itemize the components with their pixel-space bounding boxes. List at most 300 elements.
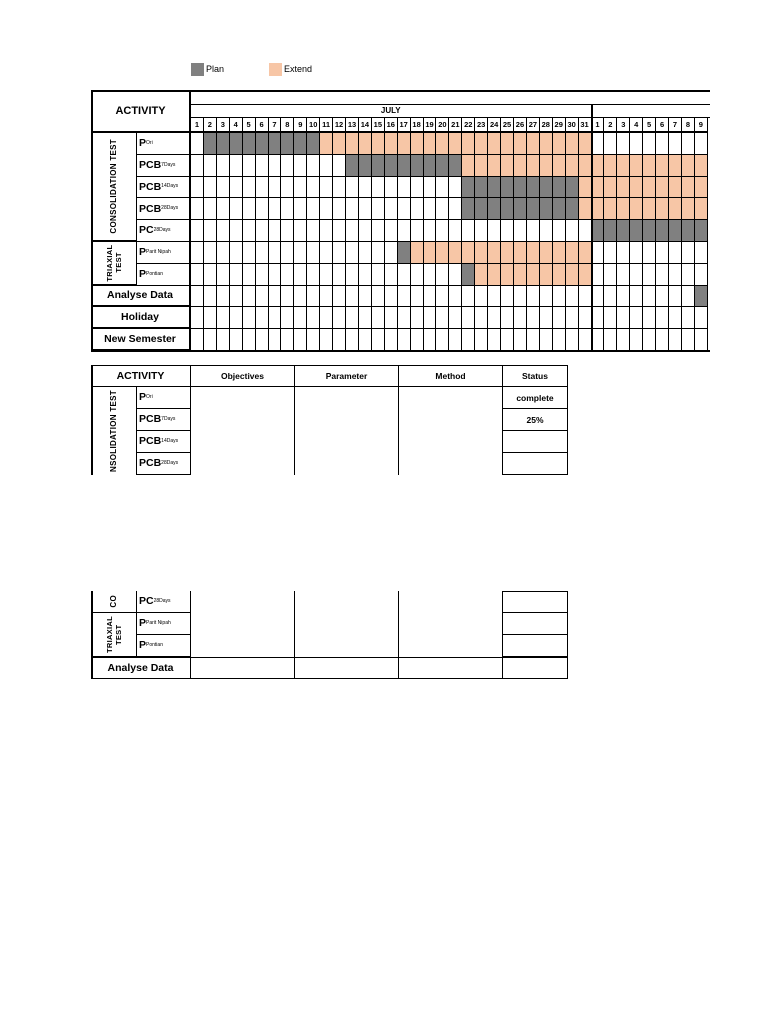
row-label-main: PCB [139, 413, 162, 426]
gantt-cell [230, 242, 243, 264]
gantt-cell [294, 133, 307, 155]
status-header-cell: Objectives [191, 365, 295, 387]
gantt-cell [424, 133, 437, 155]
gantt-cell [630, 220, 643, 242]
status-cell [399, 657, 503, 679]
status-cell [191, 657, 295, 679]
gantt-cell [488, 177, 501, 199]
gantt-cell [230, 177, 243, 199]
gantt-cell [566, 242, 579, 264]
gantt-cell [333, 264, 346, 286]
gantt-cell [256, 329, 269, 351]
gantt-cell [527, 264, 540, 286]
row-label [137, 155, 191, 177]
gantt-cell [191, 155, 204, 177]
gantt-cell [604, 220, 617, 242]
gantt-cell [630, 329, 643, 351]
gantt-cell [372, 177, 385, 199]
gantt-cell [527, 286, 540, 308]
gantt-cell [359, 155, 372, 177]
gantt-cell [488, 329, 501, 351]
gantt-cell [256, 220, 269, 242]
gantt-cell [695, 177, 708, 199]
gantt-cell [695, 242, 708, 264]
gantt-cell [488, 242, 501, 264]
gantt-cell [398, 155, 411, 177]
day-number: 7 [669, 118, 682, 133]
gantt-cell [656, 329, 669, 351]
gantt-cell [462, 286, 475, 308]
gantt-cell [372, 286, 385, 308]
full-row-label: New Semester [91, 329, 191, 351]
gantt-cell [695, 133, 708, 155]
gantt-cell [436, 329, 449, 351]
gantt-cell [682, 220, 695, 242]
gantt-cell [333, 286, 346, 308]
gantt-cell [669, 307, 682, 329]
status-cell [295, 657, 399, 679]
gantt-cell [424, 242, 437, 264]
gantt-cell [553, 329, 566, 351]
full-row-label: Analyse Data [91, 286, 191, 308]
gantt-cell [256, 198, 269, 220]
status-value [503, 591, 568, 613]
gantt-cell [488, 264, 501, 286]
status-header-cell: Method [399, 365, 503, 387]
gantt-cell [359, 329, 372, 351]
gantt-cell [204, 220, 217, 242]
gantt-cell [191, 307, 204, 329]
status-value [503, 431, 568, 453]
gantt-cell [695, 155, 708, 177]
gantt-cell [462, 264, 475, 286]
gantt-cell [424, 264, 437, 286]
status-cell [295, 613, 399, 635]
status-cell [295, 431, 399, 453]
gantt-cell [475, 307, 488, 329]
plan-label: Plan [206, 64, 225, 74]
gantt-cell [346, 329, 359, 351]
status-cell [399, 453, 503, 475]
day-number: 8 [682, 118, 695, 133]
gantt-cell [333, 198, 346, 220]
gantt-cell [243, 220, 256, 242]
row-label-main: PCB [139, 180, 162, 193]
gantt-cell [256, 307, 269, 329]
row-label-main: P [139, 391, 147, 404]
day-number: 13 [346, 118, 359, 133]
gantt-cell [630, 264, 643, 286]
consolidation-group-cell [91, 133, 137, 242]
gantt-cell [501, 177, 514, 199]
gantt-cell [333, 307, 346, 329]
gantt-cell [436, 242, 449, 264]
extend-swatch [269, 63, 282, 76]
gantt-cell [669, 329, 682, 351]
gantt-cell [449, 198, 462, 220]
gantt-cell [501, 133, 514, 155]
gantt-cell [514, 242, 527, 264]
gantt-cell [436, 264, 449, 286]
gantt-cell [669, 133, 682, 155]
day-number: 4 [630, 118, 643, 133]
gantt-cell [501, 220, 514, 242]
gantt-cell [372, 220, 385, 242]
gantt-cell [294, 264, 307, 286]
row-label-main: PCB [139, 457, 162, 470]
status-cell [191, 635, 295, 657]
gantt-cell [307, 242, 320, 264]
consolidation-test-label: NSOLIDATION TEST [109, 390, 118, 472]
gantt-cell [682, 307, 695, 329]
gantt-cell [230, 264, 243, 286]
gantt-cell [540, 307, 553, 329]
day-number: 15 [372, 118, 385, 133]
consolidation-test-label: CO [109, 595, 118, 608]
gantt-cell [294, 329, 307, 351]
gantt-bottom-border [91, 350, 710, 352]
day-number: 12 [333, 118, 346, 133]
gantt-cell [592, 198, 605, 220]
gantt-cell [256, 177, 269, 199]
gantt-cell [243, 177, 256, 199]
gantt-cell [682, 286, 695, 308]
gantt-cell [617, 286, 630, 308]
gantt-cell [359, 220, 372, 242]
day-number: 30 [566, 118, 579, 133]
gantt-cell [617, 155, 630, 177]
day-number: 18 [411, 118, 424, 133]
gantt-cell [385, 177, 398, 199]
gantt-cell [372, 198, 385, 220]
gantt-cell [281, 198, 294, 220]
gantt-cell [643, 198, 656, 220]
status-cell [191, 409, 295, 431]
gantt-cell [527, 177, 540, 199]
row-label-subscript: 28Days [161, 460, 179, 466]
status-cell [399, 635, 503, 657]
status-header-cell: Parameter [295, 365, 399, 387]
gantt-cell [695, 286, 708, 308]
gantt-cell [527, 198, 540, 220]
row-label-main: P [139, 267, 147, 280]
gantt-cell [527, 307, 540, 329]
gantt-cell [191, 198, 204, 220]
gantt-cell [269, 177, 282, 199]
day-number: 11 [320, 118, 333, 133]
gantt-cell [501, 198, 514, 220]
gantt-cell [281, 155, 294, 177]
gantt-cell [307, 286, 320, 308]
gantt-cell [592, 133, 605, 155]
plan-swatch [191, 63, 204, 76]
gantt-cell [204, 242, 217, 264]
gantt-cell [669, 220, 682, 242]
gantt-cell [643, 286, 656, 308]
day-number: 27 [527, 118, 540, 133]
gantt-cell [643, 264, 656, 286]
gantt-cell [449, 307, 462, 329]
gantt-cell [475, 133, 488, 155]
gantt-cell [398, 264, 411, 286]
gantt-cell [514, 198, 527, 220]
gantt-cell [230, 307, 243, 329]
gantt-cell [230, 198, 243, 220]
gantt-cell [540, 329, 553, 351]
triaxial-group-cell [91, 613, 137, 657]
gantt-cell [256, 286, 269, 308]
gantt-cell [514, 329, 527, 351]
gantt-cell [307, 329, 320, 351]
gantt-cell [643, 307, 656, 329]
gantt-cell [281, 307, 294, 329]
day-number: 9 [695, 118, 708, 133]
gantt-cell [243, 286, 256, 308]
gantt-cell [475, 329, 488, 351]
gantt-cell [436, 155, 449, 177]
gantt-cell [230, 220, 243, 242]
gantt-cell [514, 264, 527, 286]
gantt-cell [656, 220, 669, 242]
gantt-cell [294, 198, 307, 220]
status-cell [399, 409, 503, 431]
gantt-cell [204, 286, 217, 308]
gantt-cell [359, 242, 372, 264]
gantt-cell [217, 242, 230, 264]
status-cell [399, 613, 503, 635]
gantt-cell [682, 177, 695, 199]
gantt-cell [307, 307, 320, 329]
gantt-cell [501, 264, 514, 286]
day-number: 28 [540, 118, 553, 133]
gantt-cell [462, 133, 475, 155]
gantt-cell [294, 286, 307, 308]
gantt-cell [411, 198, 424, 220]
gantt-cell [217, 133, 230, 155]
gantt-cell [385, 198, 398, 220]
gantt-cell [656, 307, 669, 329]
day-number: 9 [294, 118, 307, 133]
gantt-cell [488, 307, 501, 329]
gantt-cell [398, 198, 411, 220]
gantt-cell [604, 177, 617, 199]
gantt-cell [294, 242, 307, 264]
gantt-cell [346, 155, 359, 177]
gantt-cell [656, 286, 669, 308]
status-value [503, 635, 568, 657]
gantt-cell [269, 242, 282, 264]
gantt-cell [294, 307, 307, 329]
gantt-cell [553, 177, 566, 199]
gantt-cell [617, 177, 630, 199]
gantt-cell [514, 220, 527, 242]
gantt-cell [372, 155, 385, 177]
gantt-cell [281, 286, 294, 308]
gantt-cell [333, 177, 346, 199]
gantt-cell [333, 242, 346, 264]
gantt-cell [566, 198, 579, 220]
extend-label: Extend [284, 64, 313, 74]
activity-header: ACTIVITY [91, 90, 191, 133]
gantt-cell [294, 177, 307, 199]
day-number: 5 [643, 118, 656, 133]
gantt-cell [617, 329, 630, 351]
gantt-cell [411, 286, 424, 308]
status-value [503, 613, 568, 635]
gantt-cell [256, 133, 269, 155]
gantt-cell [449, 286, 462, 308]
status-value: complete [503, 387, 568, 409]
gantt-cell [191, 177, 204, 199]
gantt-cell [359, 286, 372, 308]
full-row-label: Holiday [91, 307, 191, 329]
gantt-cell [449, 242, 462, 264]
gantt-cell [475, 242, 488, 264]
gantt-cell [424, 286, 437, 308]
status-cell [503, 657, 568, 679]
gantt-cell [630, 198, 643, 220]
gantt-cell [385, 307, 398, 329]
gantt-cell [669, 286, 682, 308]
gantt-cell [243, 133, 256, 155]
day-number: 25 [501, 118, 514, 133]
gantt-cell [566, 329, 579, 351]
gantt-cell [630, 242, 643, 264]
gantt-cell [320, 198, 333, 220]
month-header-july: JULY [191, 104, 592, 118]
gantt-cell [462, 220, 475, 242]
gantt-cell [527, 155, 540, 177]
gantt-cell [592, 242, 605, 264]
gantt-cell [436, 198, 449, 220]
consolidation-test-label: CONSOLIDATION TEST [109, 139, 118, 234]
gantt-cell [592, 220, 605, 242]
gantt-cell [617, 264, 630, 286]
status-row-label [137, 431, 191, 453]
gantt-cell [411, 133, 424, 155]
gantt-cell [436, 307, 449, 329]
gantt-cell [333, 133, 346, 155]
day-number: 5 [243, 118, 256, 133]
gantt-cell [630, 177, 643, 199]
gantt-cell [553, 307, 566, 329]
gantt-cell [501, 286, 514, 308]
gantt-cell [411, 242, 424, 264]
gantt-cell [566, 220, 579, 242]
triaxial-group-cell [91, 242, 137, 286]
day-number: 31 [579, 118, 592, 133]
status-header-cell: ACTIVITY [91, 365, 191, 387]
gantt-cell [643, 329, 656, 351]
gantt-cell [320, 264, 333, 286]
gantt-cell [307, 264, 320, 286]
gantt-cell [656, 198, 669, 220]
gantt-cell [359, 307, 372, 329]
row-label-subscript: 28Days [153, 598, 171, 604]
gantt-cell [462, 242, 475, 264]
day-number: 26 [514, 118, 527, 133]
row-label-main: P [139, 617, 147, 630]
gantt-cell [217, 177, 230, 199]
gantt-cell [281, 220, 294, 242]
gantt-cell [320, 220, 333, 242]
status-row-label [137, 591, 191, 613]
row-label [137, 220, 191, 242]
legend-plan [191, 62, 224, 76]
status-cell [399, 591, 503, 613]
gantt-cell [475, 198, 488, 220]
gantt-cell [488, 155, 501, 177]
status-cell [191, 453, 295, 475]
gantt-cell [669, 155, 682, 177]
gantt-cell [243, 264, 256, 286]
gantt-cell [630, 133, 643, 155]
day-number: 8 [281, 118, 294, 133]
gantt-cell [333, 329, 346, 351]
gantt-cell [359, 133, 372, 155]
gantt-cell [243, 155, 256, 177]
gantt-cell [695, 264, 708, 286]
gantt-cell [436, 133, 449, 155]
gantt-cell [320, 307, 333, 329]
row-label-subscript: 7Days [161, 161, 176, 168]
row-label-main: PC [139, 595, 154, 608]
row-label [137, 177, 191, 199]
day-number: 3 [617, 118, 630, 133]
gantt-cell [553, 264, 566, 286]
gantt-cell [372, 242, 385, 264]
gantt-cell [436, 286, 449, 308]
gantt-cell [682, 264, 695, 286]
triaxial-test-label: TRIAXIAL TEST [104, 244, 123, 282]
gantt-cell [462, 329, 475, 351]
gantt-cell [617, 307, 630, 329]
gantt-cell [256, 242, 269, 264]
gantt-cell [656, 155, 669, 177]
row-label [137, 242, 191, 264]
gantt-cell [449, 220, 462, 242]
gantt-cell [566, 307, 579, 329]
gantt-cell [449, 329, 462, 351]
gantt-cell [514, 155, 527, 177]
gantt-cell [604, 242, 617, 264]
status-cell [399, 387, 503, 409]
gantt-cell [604, 329, 617, 351]
gantt-cell [191, 220, 204, 242]
row-label-main: P [139, 639, 147, 652]
gantt-cell [592, 264, 605, 286]
gantt-cell [243, 242, 256, 264]
gantt-cell [230, 329, 243, 351]
gantt-cell [475, 264, 488, 286]
gantt-cell [436, 220, 449, 242]
gantt-cell [320, 242, 333, 264]
gantt-cell [604, 133, 617, 155]
gantt-cell [385, 329, 398, 351]
gantt-cell [630, 155, 643, 177]
gantt-cell [604, 286, 617, 308]
gantt-cell [592, 177, 605, 199]
day-number: 22 [462, 118, 475, 133]
gantt-cell [217, 155, 230, 177]
gantt-cell [475, 177, 488, 199]
row-label-subscript: Pontian [146, 642, 163, 648]
day-number: 23 [475, 118, 488, 133]
gantt-cell [346, 198, 359, 220]
day-number: 10 [307, 118, 320, 133]
gantt-cell [695, 220, 708, 242]
gantt-cell [682, 242, 695, 264]
